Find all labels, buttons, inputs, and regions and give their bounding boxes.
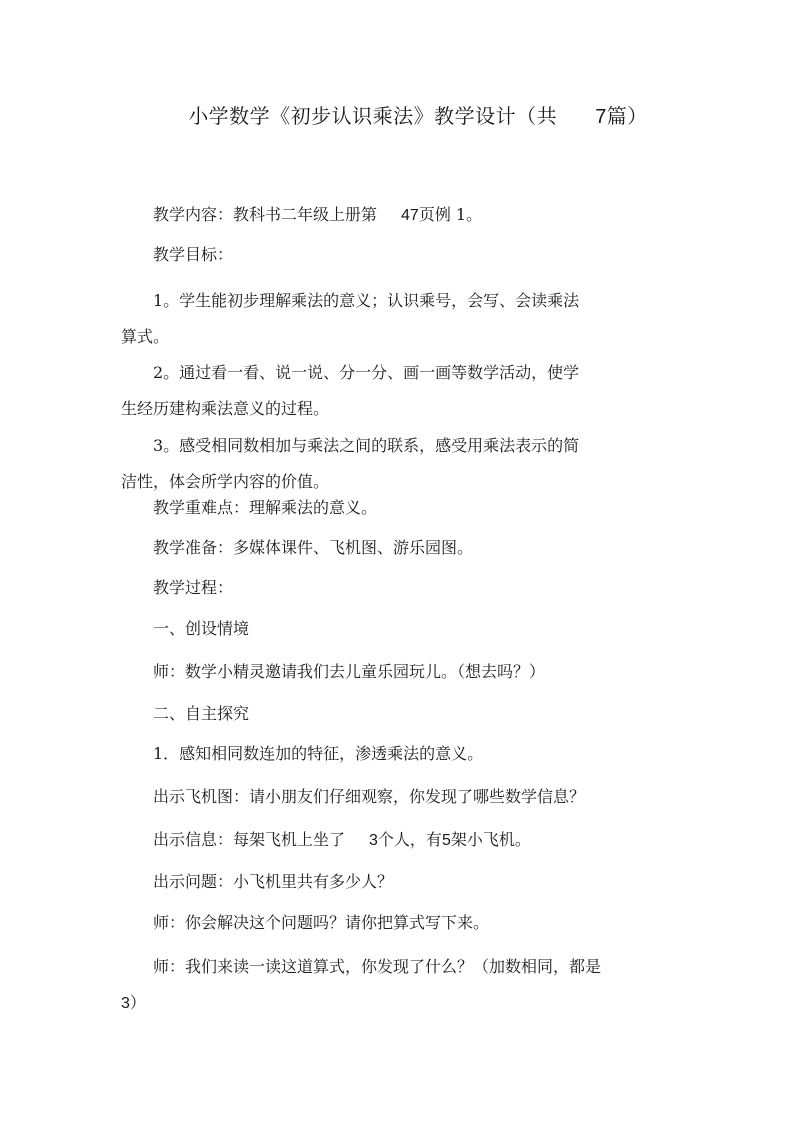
show-plane-picture [121, 779, 631, 815]
process-heading [121, 570, 631, 606]
teacher-line-3-line-2: 3） [121, 995, 146, 1012]
goal-1 [121, 283, 631, 355]
goals-heading [121, 237, 631, 273]
goal-1-line-1: 1。学生能初步理解乘法的意义；认识乘号，会写、会读乘法 [153, 291, 580, 310]
show-info [121, 822, 631, 859]
teacher-line-1-text: 师：数学小精灵邀请我们去儿童乐园玩儿。（想去吗？） [153, 662, 546, 681]
info-prefix: 出示信息：每架飞机上坐了 [153, 830, 346, 849]
goal-2-line-1: 2。通过看一看、说一说、分一分、画一画等数学活动，使学 [153, 363, 580, 382]
section-2-text: 二、自主探究 [153, 704, 250, 723]
teacher-line-2 [121, 905, 631, 941]
title-count: 7篇） [595, 106, 648, 128]
goal-3-line-1: 3。感受相同数相加与乘法之间的联系，感受用乘法表示的简 [153, 436, 580, 455]
section-1-text: 一、创设情境 [153, 619, 250, 638]
goal-2 [121, 355, 631, 427]
info-people: 3 [369, 832, 378, 849]
key-points [121, 490, 631, 526]
preparation [121, 530, 631, 566]
question-text: 出示问题：小飞机里共有多少人？ [153, 872, 394, 891]
teacher-line-1 [121, 654, 631, 690]
goal-3-line-2: 洁性，体会所学内容的价值。 [121, 472, 330, 491]
document-title [18, 101, 800, 132]
step-1-text: 1．感知相同数连加的特征，渗透乘法的意义。 [153, 744, 484, 763]
info-planes: 5 [441, 832, 451, 849]
teacher-line-3 [121, 949, 651, 1022]
teaching-content [121, 197, 631, 234]
process-heading-text: 教学过程： [153, 578, 234, 597]
teacher-line-3-line-1: 师：我们来读一读这道算式，你发现了什么？（加数相同，都是 [153, 957, 602, 976]
show-question [121, 864, 631, 900]
info-suffix: 架小飞机。 [450, 830, 531, 849]
teacher-line-2-text: 师：你会解决这个问题吗？请你把算式写下来。 [153, 913, 490, 932]
show-plane-text: 出示飞机图：请小朋友们仔细观察，你发现了哪些数学信息？ [153, 787, 586, 806]
goal-2-line-2: 生经历建构乘法意义的过程。 [121, 399, 330, 418]
goal-1-line-2: 算式。 [121, 327, 170, 346]
info-middle: 个人，有 [377, 830, 442, 849]
preparation-text: 教学准备：多媒体课件、飞机图、游乐园图。 [153, 538, 474, 557]
content-rest: 页例 1。 [418, 205, 483, 224]
key-points-text: 教学重难点：理解乘法的意义。 [153, 498, 378, 517]
section-1-heading [121, 611, 631, 647]
content-page: 47 [401, 207, 419, 224]
content-label: 教学内容：教科书二年级上册第 [153, 205, 378, 224]
title-main: 小学数学《初步认识乘法》教学设计（共 [188, 104, 558, 128]
step-1 [121, 736, 631, 772]
section-2-heading [121, 696, 631, 732]
goals-heading-text: 教学目标： [153, 245, 234, 264]
